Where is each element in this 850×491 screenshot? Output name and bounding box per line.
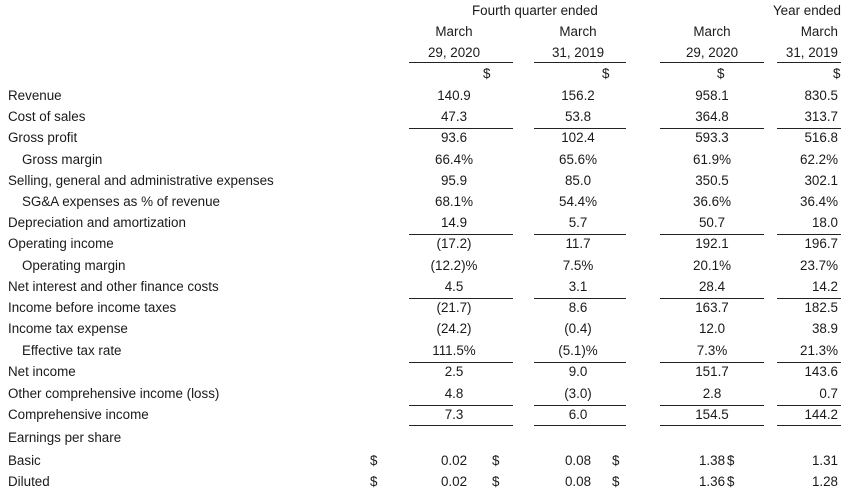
cell-value: 9.0 xyxy=(568,364,588,379)
cell-value: 350.5 xyxy=(695,173,729,188)
cell-value: 95.9 xyxy=(440,173,468,188)
cell-value: 1.28 xyxy=(811,474,838,489)
cell-value: 38.9 xyxy=(811,321,838,336)
row-label: Comprehensive income xyxy=(8,407,149,422)
row-label: Selling, general and administrative expenses xyxy=(8,173,274,188)
col-header-date: 29, 2020 xyxy=(427,45,481,60)
row-label: Earnings per share xyxy=(8,430,122,445)
cell-value: 163.7 xyxy=(695,300,729,315)
currency-symbol: $ xyxy=(492,474,500,489)
cell-value: 154.5 xyxy=(695,407,729,422)
cell-value: 50.7 xyxy=(698,215,726,230)
subtotal-line xyxy=(660,128,764,129)
cell-value: 2.5 xyxy=(444,364,464,379)
currency-symbol: $ xyxy=(370,453,378,468)
subtotal-line xyxy=(534,298,626,299)
row-label: Gross profit xyxy=(8,130,78,145)
cell-value: 143.6 xyxy=(804,364,838,379)
header-underline xyxy=(409,62,513,63)
subtotal-line xyxy=(409,234,513,235)
cell-value: 0.02 xyxy=(440,474,468,489)
subtotal-line xyxy=(777,362,841,363)
row-label: Net interest and other finance costs xyxy=(8,279,219,294)
col-header-month: March xyxy=(559,24,597,39)
cell-value: (24.2) xyxy=(436,321,472,336)
cell-value: 958.1 xyxy=(695,88,729,103)
total-underline xyxy=(534,425,626,426)
row-label: Diluted xyxy=(8,474,50,489)
subtotal-line xyxy=(777,128,841,129)
cell-value: 66.4% xyxy=(435,152,473,167)
cell-value: 20.1% xyxy=(693,258,731,273)
group-header-quarter: Fourth quarter ended xyxy=(472,3,598,18)
cell-value: 144.2 xyxy=(804,407,838,422)
cell-value: 93.6 xyxy=(440,130,468,145)
cell-value: 140.9 xyxy=(437,88,471,103)
currency-symbol: $ xyxy=(727,453,735,468)
total-underline xyxy=(660,425,764,426)
col-header-month: March xyxy=(435,24,473,39)
cell-value: 830.5 xyxy=(804,88,838,103)
subtotal-line xyxy=(660,405,764,406)
row-label: Revenue xyxy=(8,88,62,103)
cell-value: 53.8 xyxy=(564,109,592,124)
cell-value: (0.4) xyxy=(564,321,592,336)
subtotal-line xyxy=(777,234,841,235)
cell-value: 313.7 xyxy=(804,109,838,124)
row-label: Other comprehensive income (loss) xyxy=(8,386,220,401)
cell-value: 192.1 xyxy=(695,236,729,251)
row-label: Net income xyxy=(8,364,76,379)
cell-value: (12.2)% xyxy=(430,258,478,273)
cell-value: (17.2) xyxy=(436,236,472,251)
subtotal-line xyxy=(534,128,626,129)
subtotal-line xyxy=(660,298,764,299)
cell-value: 11.7 xyxy=(565,236,591,251)
col-header-date: 29, 2020 xyxy=(685,45,739,60)
cell-value: 302.1 xyxy=(804,173,838,188)
row-label: Effective tax rate xyxy=(22,343,122,358)
cell-value: 0.02 xyxy=(440,453,468,468)
cell-value: 3.1 xyxy=(568,279,588,294)
cell-value: (5.1)% xyxy=(558,343,598,358)
cell-value: 0.7 xyxy=(819,386,838,401)
currency-symbol: $ xyxy=(492,453,500,468)
cell-value: 0.08 xyxy=(564,453,592,468)
cell-value: 85.0 xyxy=(564,173,592,188)
cell-value: 364.8 xyxy=(695,109,729,124)
currency-symbol: $ xyxy=(727,474,735,489)
cell-value: 54.4% xyxy=(559,194,597,209)
cell-value: 1.38 xyxy=(698,453,726,468)
currency-symbol: $ xyxy=(370,474,378,489)
cell-value: (21.7) xyxy=(436,300,472,315)
cell-value: 28.4 xyxy=(698,279,726,294)
row-label: Income before income taxes xyxy=(8,300,177,315)
cell-value: 156.2 xyxy=(561,88,595,103)
subtotal-line xyxy=(409,128,513,129)
row-label: Income tax expense xyxy=(8,321,128,336)
row-label: Gross margin xyxy=(22,152,103,167)
cell-value: 18.0 xyxy=(811,215,838,230)
cell-value: 102.4 xyxy=(561,130,595,145)
row-label: Cost of sales xyxy=(8,109,86,124)
subtotal-line xyxy=(409,298,513,299)
cell-value: 516.8 xyxy=(804,130,838,145)
col-header-date: 31, 2019 xyxy=(785,45,838,60)
cell-value: 8.6 xyxy=(568,300,588,315)
unit-label: $ xyxy=(833,66,841,81)
subtotal-line xyxy=(534,405,626,406)
cell-value: 62.2% xyxy=(800,152,838,167)
cell-value: 151.7 xyxy=(695,364,729,379)
cell-value: 68.1% xyxy=(435,194,473,209)
cell-value: 5.7 xyxy=(568,215,588,230)
cell-value: 23.7% xyxy=(800,258,838,273)
subtotal-line xyxy=(409,362,513,363)
row-label: Basic xyxy=(8,453,41,468)
unit-label: $ xyxy=(483,66,491,81)
subtotal-line xyxy=(660,234,764,235)
col-header-date: 31, 2019 xyxy=(551,45,605,60)
currency-symbol: $ xyxy=(612,474,620,489)
cell-value: 36.4% xyxy=(800,194,838,209)
col-header-month: March xyxy=(800,24,838,39)
cell-value: 7.3 xyxy=(444,407,464,422)
group-header-year: Year ended xyxy=(772,3,841,18)
cell-value: 1.31 xyxy=(811,453,838,468)
cell-value: 47.3 xyxy=(440,109,468,124)
cell-value: 36.6% xyxy=(693,194,731,209)
cell-value: 111.5% xyxy=(432,343,476,358)
cell-value: 7.3% xyxy=(696,343,728,358)
unit-label: $ xyxy=(717,66,725,81)
subtotal-line xyxy=(534,234,626,235)
row-label: Operating income xyxy=(8,236,114,251)
header-underline xyxy=(534,62,626,63)
total-underline xyxy=(409,425,513,426)
col-header-month: March xyxy=(693,24,731,39)
cell-value: 4.5 xyxy=(444,279,464,294)
cell-value: 2.8 xyxy=(702,386,722,401)
cell-value: 0.08 xyxy=(564,474,592,489)
cell-value: 7.5% xyxy=(562,258,594,273)
row-label: Operating margin xyxy=(22,258,126,273)
header-underline xyxy=(660,62,764,63)
currency-symbol: $ xyxy=(612,453,620,468)
cell-value: 14.9 xyxy=(440,215,468,230)
unit-label: $ xyxy=(602,66,610,81)
cell-value: 21.3% xyxy=(800,343,838,358)
total-underline xyxy=(777,425,841,426)
cell-value: 593.3 xyxy=(695,130,729,145)
row-label: SG&A expenses as % of revenue xyxy=(22,194,221,209)
cell-value: (3.0) xyxy=(564,386,592,401)
cell-value: 182.5 xyxy=(804,300,838,315)
subtotal-line xyxy=(777,298,841,299)
subtotal-line xyxy=(534,362,626,363)
cell-value: 12.0 xyxy=(698,321,726,336)
cell-value: 1.36 xyxy=(698,474,726,489)
cell-value: 61.9% xyxy=(693,152,731,167)
cell-value: 196.7 xyxy=(804,236,838,251)
subtotal-line xyxy=(660,362,764,363)
header-underline xyxy=(777,62,841,63)
subtotal-line xyxy=(777,405,841,406)
cell-value: 14.2 xyxy=(811,279,838,294)
cell-value: 4.8 xyxy=(444,386,464,401)
cell-value: 6.0 xyxy=(568,407,588,422)
row-label: Depreciation and amortization xyxy=(8,215,186,230)
cell-value: 65.6% xyxy=(559,152,597,167)
subtotal-line xyxy=(409,405,513,406)
